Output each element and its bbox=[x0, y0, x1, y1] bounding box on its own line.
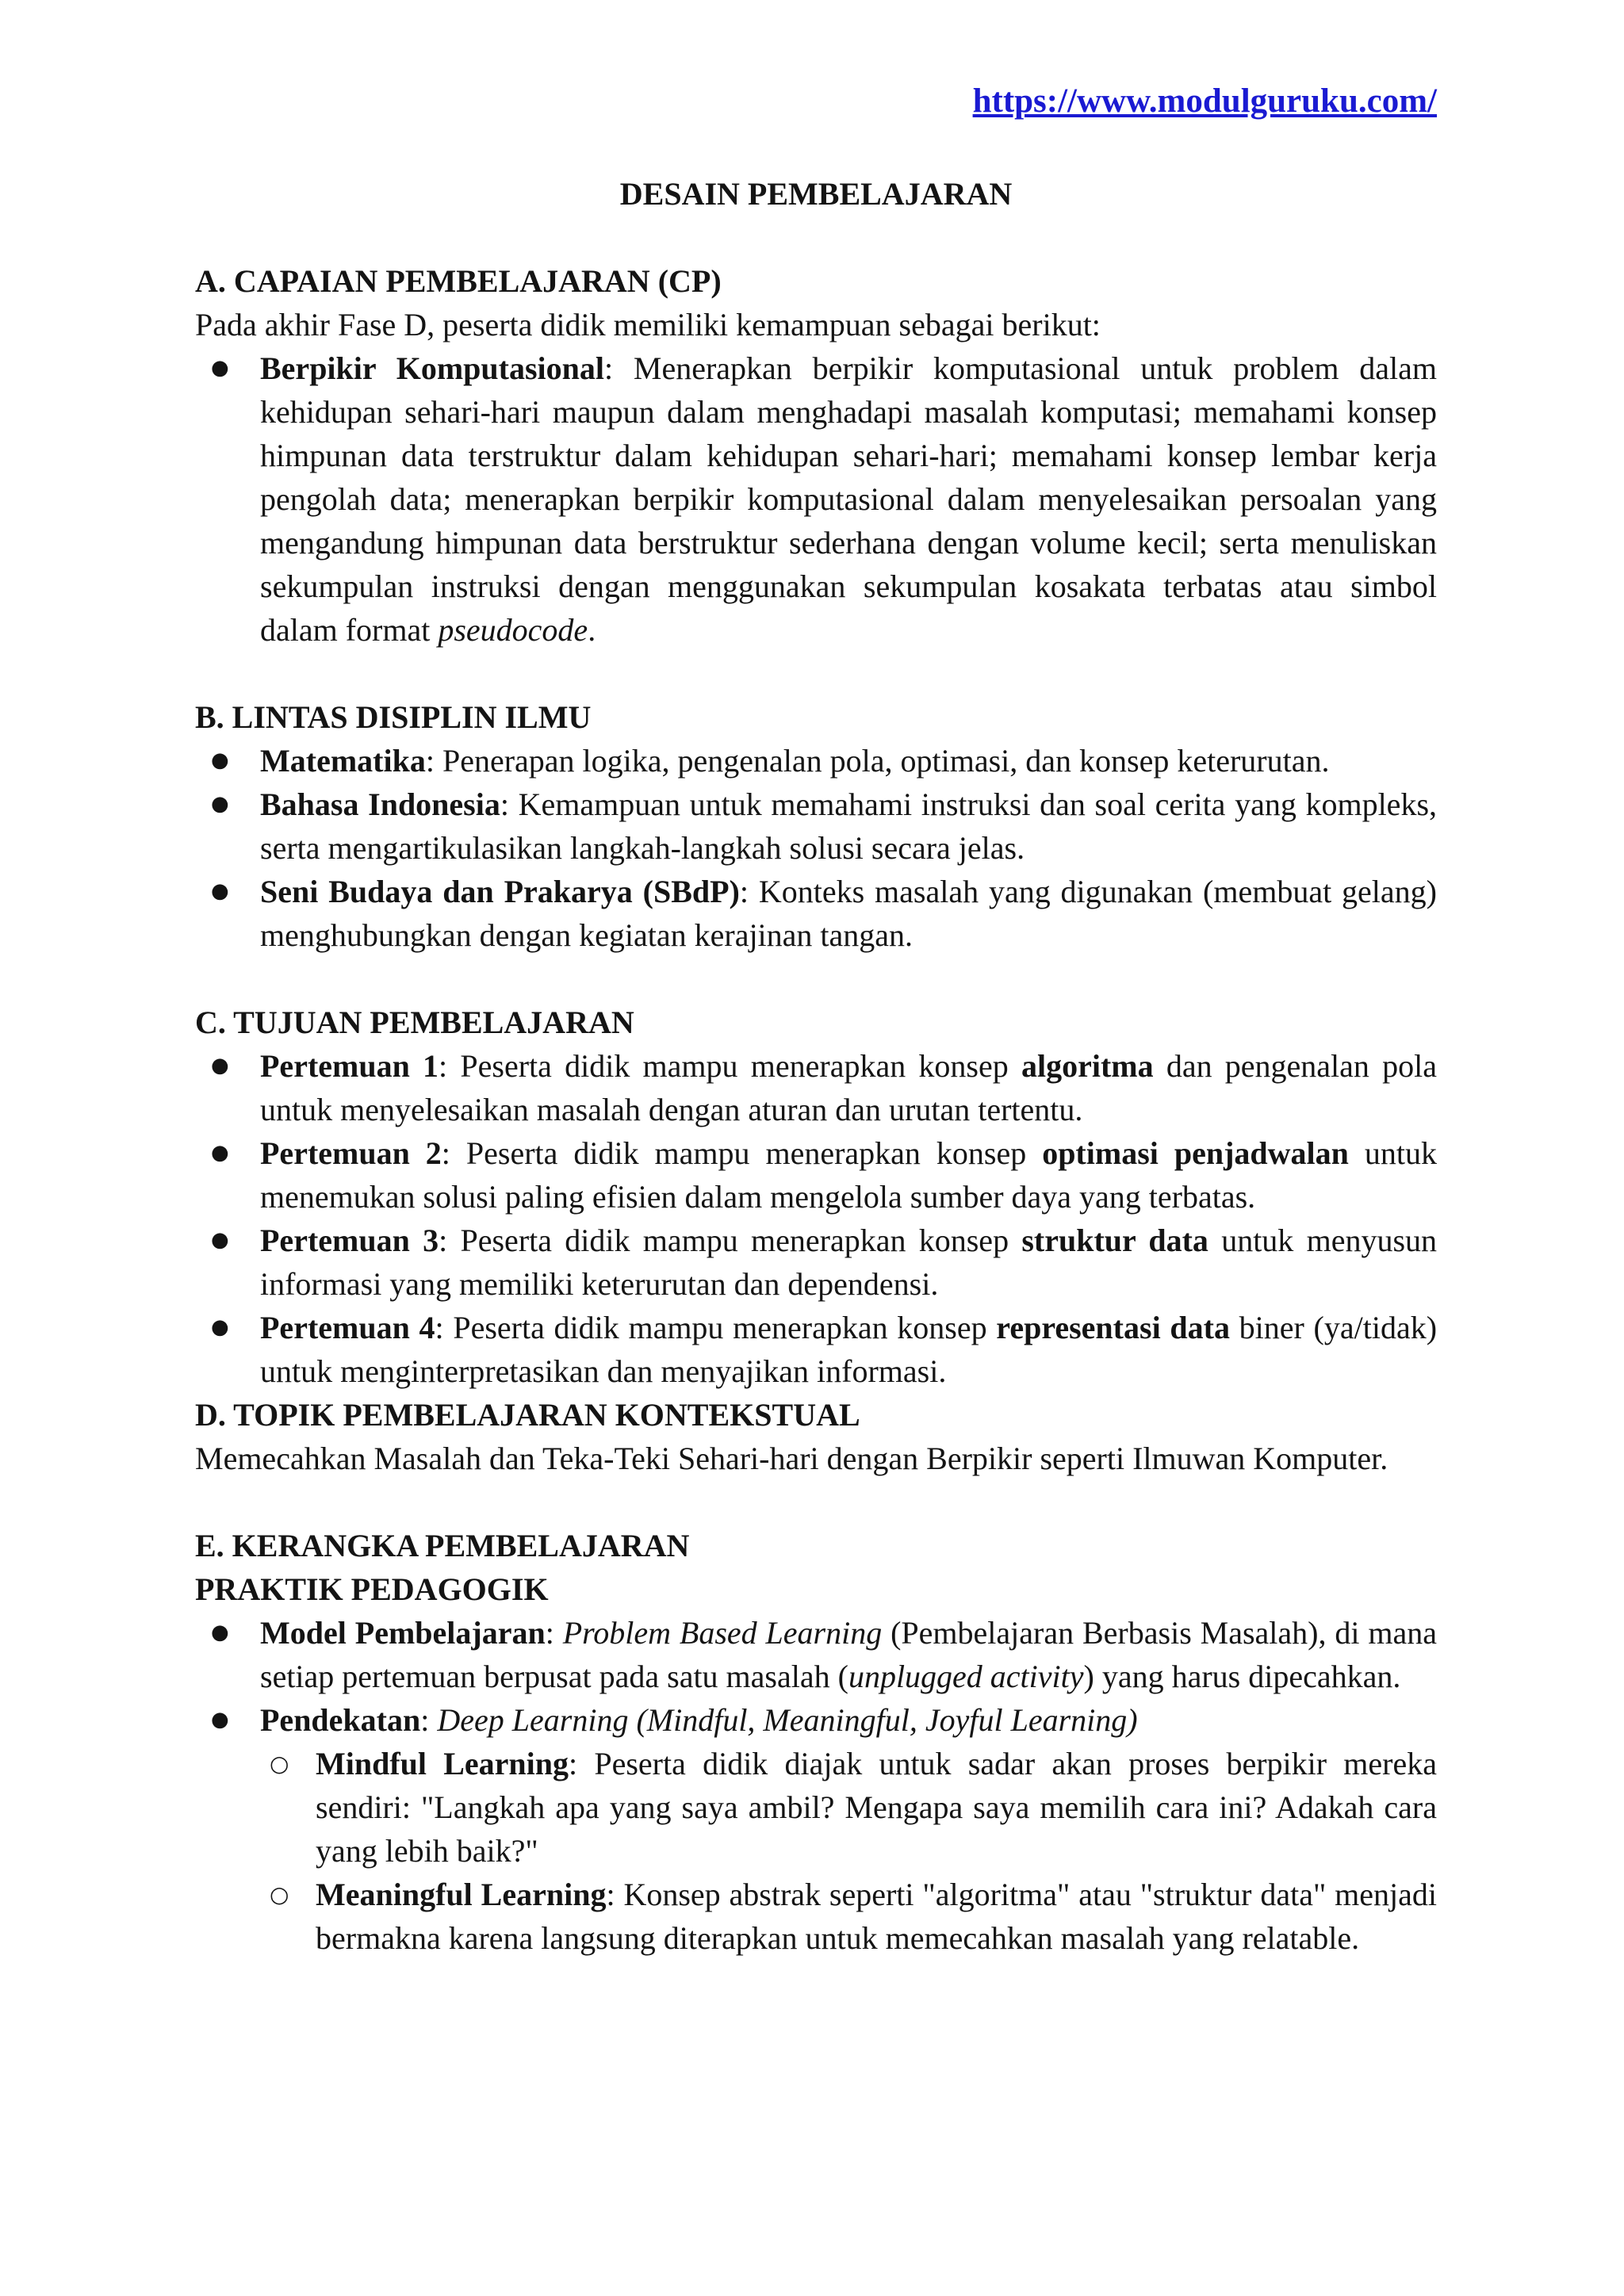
section-e-subheading: PRAKTIK PEDAGOGIK bbox=[195, 1571, 549, 1607]
item-bold: algoritma bbox=[1021, 1048, 1154, 1084]
item-text: : Peserta didik mampu menerapkan konsep bbox=[435, 1310, 997, 1345]
list-item bbox=[195, 1698, 1437, 1960]
section-c-heading: C. TUJUAN PEMBELAJARAN bbox=[195, 1004, 634, 1040]
sub-list-item bbox=[260, 1873, 1437, 1960]
section-a-intro: Pada akhir Fase D, peserta didik memiliki kemampuan sebagai berikut: bbox=[195, 307, 1101, 342]
section-d-heading: D. TOPIK PEMBELAJARAN KONTEKSTUAL bbox=[195, 1397, 860, 1433]
section-b-list bbox=[195, 739, 1437, 957]
sub-list-item bbox=[260, 1742, 1437, 1873]
list-item bbox=[195, 346, 1437, 652]
item-label: Model Pembelajaran bbox=[260, 1615, 546, 1651]
item-italic: Problem Based Learning bbox=[562, 1615, 883, 1651]
item-text: dan pengenalan pola untuk menyelesaikan masalah dengan aturan dan urutan tertentu. bbox=[260, 1048, 1437, 1127]
item-label: Seni Budaya dan Prakarya (SBdP) bbox=[260, 874, 740, 909]
list-item bbox=[195, 1306, 1437, 1393]
list-item bbox=[195, 870, 1437, 957]
section-d-text: Memecahkan Masalah dan Teka-Teki Sehari-hari dengan Berpikir seperti Ilmuwan Komputer. bbox=[195, 1441, 1388, 1476]
item-text: (Pembelajaran Berbasis Masalah), di mana setiap pertemuan berpusat pada satu masalah ( bbox=[260, 1615, 1438, 1694]
list-item bbox=[195, 739, 1437, 783]
item-text: untuk menyusun informasi yang memiliki keterurutan dan dependensi. bbox=[260, 1223, 1438, 1302]
item-italic: unplugged activity bbox=[848, 1659, 1084, 1694]
section-a-heading: A. CAPAIAN PEMBELAJARAN (CP) bbox=[195, 263, 722, 299]
item-text: : Kemampuan untuk memahami instruksi dan soal cerita yang kompleks, serta mengartikulasikan langkah-langkah solusi secara jelas. bbox=[260, 786, 1438, 866]
document-page bbox=[195, 79, 1437, 1960]
item-text: : Konsep abstrak seperti "algoritma" atau "struktur data" menjadi bermakna karena langsung diterapkan untuk memecahkan masalah yang relatable. bbox=[316, 1877, 1437, 1956]
item-text: ) yang harus dipecahkan. bbox=[1083, 1659, 1401, 1694]
item-italic: pseudocode bbox=[438, 612, 588, 648]
item-label: Pertemuan 2 bbox=[260, 1135, 442, 1171]
list-item bbox=[195, 1044, 1437, 1131]
section-b-heading: B. LINTAS DISIPLIN ILMU bbox=[195, 699, 592, 735]
item-bold: representasi data bbox=[996, 1310, 1230, 1345]
item-label: Pertemuan 1 bbox=[260, 1048, 439, 1084]
list-item bbox=[195, 783, 1437, 870]
header-url-line bbox=[195, 79, 1437, 123]
item-label: Pertemuan 4 bbox=[260, 1310, 435, 1345]
section-e-list bbox=[195, 1611, 1437, 1960]
item-label: Bahasa Indonesia bbox=[260, 786, 500, 822]
item-text: : Menerapkan berpikir komputasional untuk problem dalam kehidupan sehari-hari maupun dalam menghadapi masalah komputasi; memahami konsep himpunan data terstruktur dalam kehidupan sehari-hari; memahami konsep lembar kerja pengolah data; menerapkan berpikir komputasional dalam menyelesaikan persoalan yang mengandung himpunan data berstruktur sederhana dengan volume kecil; serta menuliskan sekumpulan instruksi dengan menggunakan sekumpulan kosakata terbatas atau simbol dalam format bbox=[260, 350, 1438, 648]
item-label: Matematika bbox=[260, 743, 426, 779]
item-italic: Deep Learning (Mindful, Meaningful, Joyful Learning) bbox=[437, 1702, 1138, 1738]
item-text: : Peserta didik mampu menerapkan konsep bbox=[441, 1135, 1043, 1171]
item-text: untuk menemukan solusi paling efisien dalam mengelola sumber daya yang terbatas. bbox=[260, 1135, 1437, 1215]
item-text: : Penerapan logika, pengenalan pola, optimasi, dan konsep keterurutan. bbox=[425, 743, 1330, 779]
item-text: : Peserta didik mampu menerapkan konsep bbox=[439, 1048, 1021, 1084]
item-label: Mindful Learning bbox=[316, 1746, 569, 1781]
item-sep: : bbox=[420, 1702, 438, 1738]
section-a-list bbox=[195, 346, 1437, 652]
list-item bbox=[195, 1131, 1437, 1219]
item-text: : Peserta didik diajak untuk sadar akan proses berpikir mereka sendiri: "Langkah apa yang saya ambil? Mengapa saya memilih cara ini? Adakah cara yang lebih baik?" bbox=[316, 1746, 1437, 1869]
item-text: : Konteks masalah yang digunakan (membuat gelang) menghubungkan dengan kegiatan kerajinan tangan. bbox=[260, 874, 1437, 953]
item-label: Pertemuan 3 bbox=[260, 1223, 439, 1258]
item-label: Berpikir Komputasional bbox=[260, 350, 605, 386]
section-c-list bbox=[195, 1044, 1437, 1393]
pendekatan-sub-list bbox=[260, 1742, 1437, 1960]
item-text: biner (ya/tidak) untuk menginterpretasikan dan menyajikan informasi. bbox=[260, 1310, 1438, 1389]
document-title: DESAIN PEMBELAJARAN bbox=[619, 176, 1013, 212]
item-label: Pendekatan bbox=[260, 1702, 421, 1738]
item-label: Meaningful Learning bbox=[316, 1877, 607, 1912]
item-sep: : bbox=[545, 1615, 563, 1651]
item-bold: struktur data bbox=[1021, 1223, 1208, 1258]
list-item bbox=[195, 1611, 1437, 1698]
item-text: : Peserta didik mampu menerapkan konsep bbox=[439, 1223, 1022, 1258]
list-item bbox=[195, 1219, 1437, 1306]
website-link[interactable]: https://www.modulguruku.com/ bbox=[972, 82, 1437, 120]
section-e-heading: E. KERANGKA PEMBELAJARAN bbox=[195, 1528, 690, 1563]
item-bold: optimasi penjadwalan bbox=[1042, 1135, 1349, 1171]
item-end: . bbox=[588, 612, 596, 648]
